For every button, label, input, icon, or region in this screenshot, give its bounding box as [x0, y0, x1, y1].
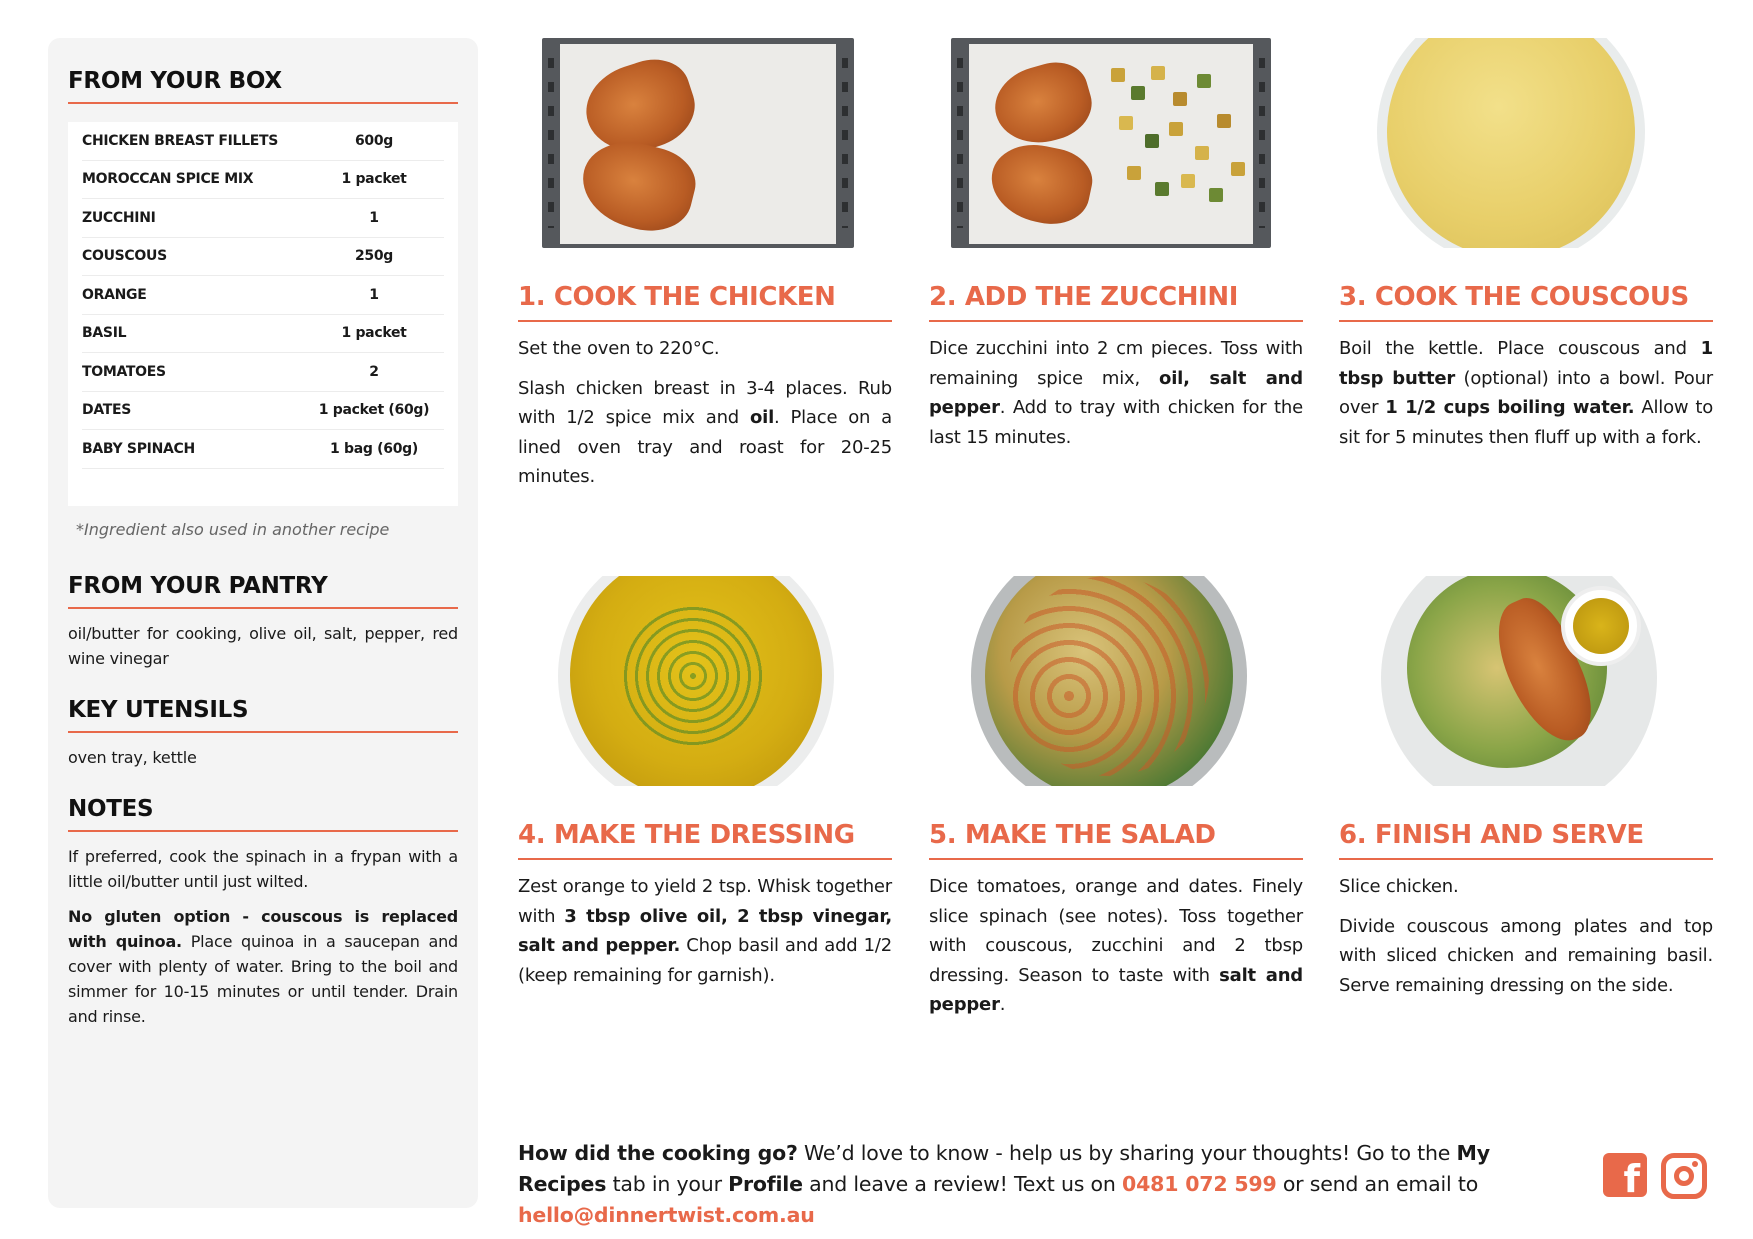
facebook-icon[interactable]: f [1603, 1153, 1647, 1197]
text-run: and leave a review! Text us on [802, 1172, 1122, 1196]
sidebar [48, 38, 478, 1208]
ingredient-row [82, 122, 444, 161]
step-3 [1339, 38, 1713, 452]
ingredient-row [82, 430, 444, 469]
step-4-text [518, 872, 892, 990]
notes-text [68, 844, 458, 1029]
text-bold: 3 tbsp olive oil, 2 tbsp vinegar, salt and pepper. [518, 905, 892, 956]
phone-link[interactable]: 0481 072 599 [1122, 1172, 1277, 1196]
ingredient-qty: 600g [354, 132, 394, 149]
ingredient-name: BASIL [82, 325, 127, 342]
step-paragraph: Divide couscous among plates and top with sliced chicken and remaining basil. Serve remaining dressing on the side. [1339, 915, 1713, 996]
footer-question: How did the cooking go? [518, 1141, 798, 1165]
text-run: Boil the kettle. Place couscous and [1339, 338, 1701, 359]
step-paragraph: Slice chicken. [1339, 876, 1459, 897]
instagram-icon[interactable] [1661, 1153, 1707, 1199]
text-run: . [999, 994, 1006, 1015]
step-3-title: 3. COOK THE COUSCOUS [1339, 282, 1713, 322]
step-paragraph [518, 872, 892, 990]
text-run: or send an email to [1276, 1172, 1479, 1196]
ingredient-qty: 1 [369, 209, 379, 226]
notes-paragraph: If preferred, cook the spinach in a frypan with a little oil/butter until just wilted. [68, 847, 458, 891]
ingredient-name: BABY SPINACH [82, 440, 195, 457]
notes-paragraph [68, 904, 458, 1029]
text-run: Chop basil and add 1/2 (keep remaining for garnish). [518, 935, 892, 986]
profile-link[interactable]: Profile [728, 1172, 803, 1196]
step-5-title: 5. MAKE THE SALAD [929, 820, 1303, 860]
notes-rest: Place quinoa in a saucepan and cover with plenty of water. Bring to the boil and simmer for 10-15 minutes or until tender. Drain and rinse. [68, 932, 458, 1026]
utensils-text: oven tray, kettle [68, 748, 197, 767]
text-bold: oil [749, 407, 775, 428]
ingredient-name: DATES [82, 402, 132, 419]
step-1-title: 1. COOK THE CHICKEN [518, 282, 892, 322]
step-2 [929, 38, 1303, 452]
step-paragraph [518, 374, 892, 492]
step-3-photo [1339, 38, 1713, 248]
ingredient-qty: 250g [354, 248, 394, 265]
ingredient-row [82, 392, 444, 431]
ingredient-qty: 1 [369, 286, 379, 303]
text-run: Slash chicken breast in 3-4 places. Rub with 1/2 spice mix and [518, 377, 892, 428]
step-5-text [929, 872, 1303, 1020]
my-recipes-link[interactable]: My Recipes [518, 1141, 1490, 1196]
ingredient-qty: 1 bag (60g) [330, 440, 418, 457]
text-run: . Place on a lined oven tray and roast for 20-25 minutes. [518, 407, 893, 487]
ingredient-row [82, 276, 444, 315]
step-5-photo [929, 576, 1303, 786]
step-paragraph [929, 872, 1303, 1020]
step-paragraph: Set the oven to 220°C. [518, 338, 720, 359]
instagram-lens [1674, 1166, 1694, 1186]
pantry-section [68, 573, 458, 671]
pantry-title: FROM YOUR PANTRY [68, 573, 458, 609]
text-run: (optional) into a bowl. Pour over [1339, 367, 1713, 418]
notes-bold: No gluten option - couscous is replaced with quinoa. [68, 907, 458, 951]
pantry-text: oil/butter for cooking, olive oil, salt, pepper, red wine vinegar [68, 624, 458, 668]
step-6 [1339, 576, 1713, 1000]
email-link[interactable]: hello@dinnertwist.com.au [518, 1203, 815, 1227]
ingredient-name: CHICKEN BREAST FILLETS [82, 132, 279, 149]
step-1-photo [518, 38, 892, 248]
ingredient-name: MOROCCAN SPICE MIX [82, 171, 254, 188]
instagram-dot [1692, 1161, 1698, 1167]
utensils-section [68, 697, 458, 770]
ingredient-row [82, 199, 444, 238]
ingredient-row [82, 353, 444, 392]
step-1 [518, 38, 892, 492]
text-bold: 1 1/2 cups boiling water. [1385, 397, 1635, 418]
text-bold: salt and pepper [929, 964, 1303, 1015]
notes-section [68, 796, 458, 1029]
step-6-title: 6. FINISH AND SERVE [1339, 820, 1713, 860]
step-paragraph [1339, 334, 1713, 452]
utensils-title: KEY UTENSILS [68, 697, 458, 733]
text-bold: 1 tbsp butter [1339, 338, 1713, 389]
box-title: FROM YOUR BOX [68, 68, 458, 104]
step-4-photo [518, 576, 892, 786]
ingredient-qty: 1 packet [341, 325, 407, 342]
step-paragraph [929, 334, 1303, 452]
step-6-photo [1339, 576, 1713, 786]
ingredient-name: ORANGE [82, 286, 147, 303]
step-2-title: 2. ADD THE ZUCCHINI [929, 282, 1303, 322]
notes-title: NOTES [68, 796, 458, 832]
text-run: . Add to tray with chicken for the last 15 minutes. [929, 397, 1303, 448]
ingredient-name: COUSCOUS [82, 248, 167, 265]
step-4 [518, 576, 892, 990]
step-6-text [1339, 872, 1713, 1000]
ingredient-row [82, 161, 444, 200]
ingredient-name: ZUCCHINI [82, 209, 156, 226]
ingredient-footnote: *Ingredient also used in another recipe [76, 520, 390, 539]
text-run: tab in your [606, 1172, 729, 1196]
text-run: Zest orange to yield 2 tsp. Whisk together with [518, 876, 892, 927]
ingredients-table [68, 122, 458, 506]
step-2-photo [929, 38, 1303, 248]
text-run: Allow to sit for 5 minutes then fluff up with a fork. [1339, 397, 1714, 448]
text-run: We’d love to know - help us by sharing your thoughts! Go to the [797, 1141, 1457, 1165]
step-5 [929, 576, 1303, 1020]
step-1-text [518, 334, 892, 492]
step-4-title: 4. MAKE THE DRESSING [518, 820, 892, 860]
text-run: Dice zucchini into 2 cm pieces. Toss with remaining spice mix, [929, 338, 1303, 389]
ingredient-row [82, 238, 444, 277]
ingredient-qty: 1 packet (60g) [318, 402, 430, 419]
ingredient-qty: 2 [369, 363, 379, 380]
step-3-text [1339, 334, 1713, 452]
text-bold: oil, salt and pepper [929, 367, 1303, 418]
step-2-text [929, 334, 1303, 452]
ingredient-qty: 1 packet [341, 171, 407, 188]
text-run: Dice tomatoes, orange and dates. Finely slice spinach (see notes). Toss together with couscous, zucchini and 2 tbsp dressing. Season to taste with [929, 876, 1303, 986]
feedback-footer [518, 1138, 1568, 1231]
ingredient-name: TOMATOES [82, 363, 166, 380]
ingredient-row [82, 315, 444, 354]
